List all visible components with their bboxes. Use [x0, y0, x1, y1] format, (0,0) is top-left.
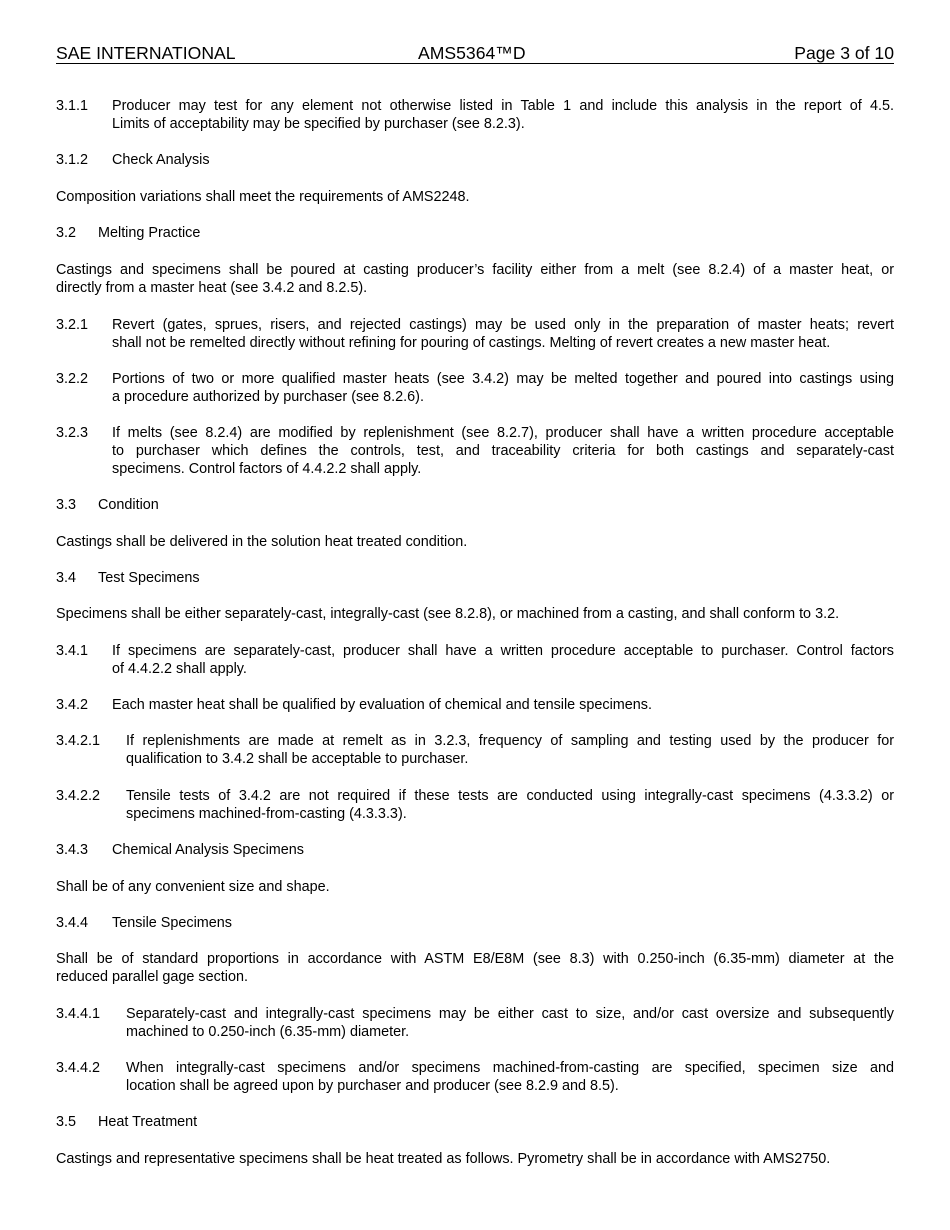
paragraph-text: If specimens are separately-cast, producer shall have a written procedure acceptable to purchaser. Control factors	[112, 643, 894, 659]
paragraph-text: Shall be of any convenient size and shape.	[56, 879, 330, 895]
section-title: Condition	[98, 497, 159, 513]
section-number: 3.2	[56, 225, 77, 241]
section-number: 3.1.2	[56, 152, 89, 168]
section-title: Test Specimens	[98, 570, 200, 586]
paragraph-text: Each master heat shall be qualified by evaluation of chemical and tensile specimens.	[112, 697, 652, 713]
section-number: 3.4	[56, 570, 77, 586]
paragraph-text: Castings and representative specimens shall be heat treated as follows. Pyrometry shall be in accordance with AMS2750.	[56, 1151, 831, 1167]
section-number: 3.1.1	[56, 98, 89, 114]
header-document-number: AMS5364™D	[418, 43, 526, 63]
paragraph-text: directly from a master heat (see 3.4.2 and 8.2.5).	[56, 280, 368, 296]
section-title: Check Analysis	[112, 152, 210, 168]
section-number: 3.2.2	[56, 371, 89, 387]
paragraph-text: Producer may test for any element not otherwise listed in Table 1 and include this analysis in the report of 4.5.	[112, 98, 894, 114]
paragraph-text: Tensile tests of 3.4.2 are not required if these tests are conducted using integrally-cast specimens (4.3.3.2) or	[126, 788, 894, 804]
section-title: Tensile Specimens	[112, 915, 232, 931]
paragraph-text: Limits of acceptability may be specified by purchaser (see 8.2.3).	[112, 116, 525, 132]
section-number: 3.4.1	[56, 643, 89, 659]
paragraph-text: location shall be agreed upon by purchaser and producer (see 8.2.9 and 8.5).	[126, 1078, 619, 1094]
section-number: 3.4.4.2	[56, 1060, 101, 1076]
paragraph-text: When integrally-cast specimens and/or specimens machined-from-casting are specified, specimen size and	[126, 1060, 894, 1076]
paragraph-text: Specimens shall be either separately-cast, integrally-cast (see 8.2.8), or machined from a casting, and shall conform to 3.2.	[56, 606, 840, 622]
paragraph-text: a procedure authorized by purchaser (see 8.2.6).	[112, 389, 424, 405]
paragraph-text: If melts (see 8.2.4) are modified by replenishment (see 8.2.7), producer shall have a written procedure acceptable	[112, 425, 894, 441]
paragraph-text: If replenishments are made at remelt as in 3.2.3, frequency of sampling and testing used by the producer for	[126, 733, 894, 749]
paragraph-text: Separately-cast and integrally-cast specimens may be either cast to size, and/or cast oversize and subsequently	[126, 1006, 894, 1022]
section-number: 3.4.4.1	[56, 1006, 101, 1022]
section-title: Chemical Analysis Specimens	[112, 842, 304, 858]
paragraph-text: Composition variations shall meet the requirements of AMS2248.	[56, 189, 470, 205]
page-header	[56, 43, 894, 64]
paragraph-text: Castings shall be delivered in the solution heat treated condition.	[56, 534, 468, 550]
paragraph-text: specimens machined-from-casting (4.3.3.3).	[126, 806, 407, 822]
paragraph-text: Castings and specimens shall be poured at casting producer’s facility either from a melt (see 8.2.4) of a master heat, or	[56, 262, 894, 278]
section-title: Heat Treatment	[98, 1114, 198, 1130]
header-page-number: Page 3 of 10	[794, 43, 894, 63]
paragraph-text: of 4.4.2.2 shall apply.	[112, 661, 247, 677]
paragraph-text: machined to 0.250-inch (6.35-mm) diameter.	[126, 1024, 410, 1040]
paragraph-text: qualification to 3.4.2 shall be acceptable to purchaser.	[126, 751, 469, 767]
section-number: 3.5	[56, 1114, 77, 1130]
paragraph-text: Shall be of standard proportions in accordance with ASTM E8/E8M (see 8.3) with 0.250-inch (6.35-mm) diameter at the	[56, 951, 894, 967]
section-number: 3.3	[56, 497, 77, 513]
section-number: 3.4.2	[56, 697, 89, 713]
section-number: 3.4.2.2	[56, 788, 101, 804]
paragraph-text: shall not be remelted directly without refining for pouring of castings. Melting of revert creates a new master heat.	[112, 335, 831, 351]
section-number: 3.2.1	[56, 317, 89, 333]
paragraph-text: reduced parallel gage section.	[56, 969, 249, 985]
header-organization: SAE INTERNATIONAL	[56, 43, 236, 63]
paragraph-text: specimens. Control factors of 4.4.2.2 shall apply.	[112, 461, 422, 477]
section-number: 3.4.4	[56, 915, 89, 931]
paragraph-text: Revert (gates, sprues, risers, and rejected castings) may be used only in the preparation of master heats; revert	[112, 317, 894, 333]
section-number: 3.4.3	[56, 842, 89, 858]
paragraph-text: to purchaser which defines the controls, test, and traceability criteria for both castings and separately-cast	[112, 443, 894, 459]
section-title: Melting Practice	[98, 225, 201, 241]
section-number: 3.4.2.1	[56, 733, 101, 749]
section-number: 3.2.3	[56, 425, 89, 441]
paragraph-text: Portions of two or more qualified master heats (see 3.4.2) may be melted together and poured into castings using	[112, 371, 894, 387]
